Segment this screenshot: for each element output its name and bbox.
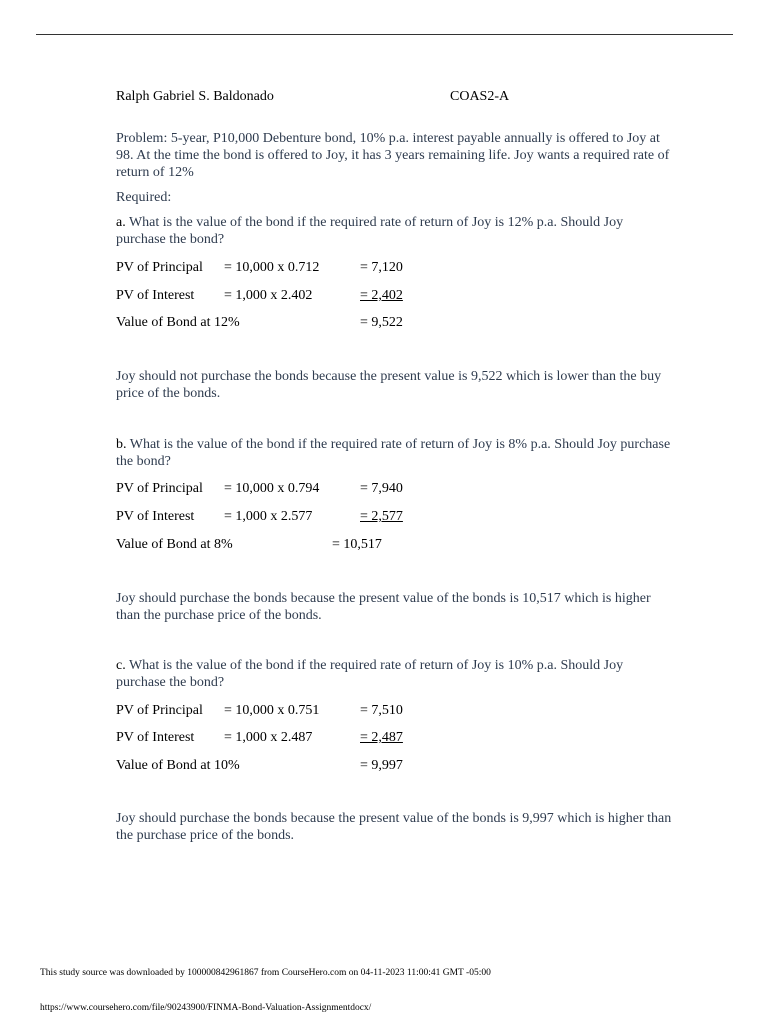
calc-label: PV of Interest [116,288,195,303]
calc-formula: = 1,000 x 2.577 [224,509,313,524]
calc-label: PV of Interest [116,730,195,745]
calc-label: PV of Principal [116,703,203,718]
download-notice: This study source was downloaded by 100000842961867 from CourseHero.com on 04-11-2023 11:00:41 GMT -05:00 [40,968,491,978]
calc-result: = 7,940 [360,481,403,496]
conclusion-b: Joy should purchase the bonds because the present value of the bonds is 10,517 which is higher than the purchase price of the bonds. [116,591,651,623]
calc-result: = 10,517 [332,537,382,552]
question-b [116,436,676,470]
student-section: COAS2-A [450,89,510,104]
question-letter: a. [116,215,126,230]
calc-result: = 7,510 [360,703,403,718]
question-c [116,657,676,691]
calc-result: = 2,402 [360,288,403,303]
question-text: What is the value of the bond if the required rate of return of Joy is 10% p.a. Should Joy purchase the bond? [116,658,624,690]
question-text: What is the value of the bond if the required rate of return of Joy is 12% p.a. Should Joy purchase the bond? [116,215,624,247]
calc-formula: = 10,000 x 0.751 [224,703,320,718]
calc-result: = 2,577 [360,509,403,524]
question-text: What is the value of the bond if the required rate of return of Joy is 8% p.a. Should Joy purchase the bond? [116,437,671,469]
calc-result: = 7,120 [360,260,403,275]
question-letter: b. [116,437,127,452]
calc-label: PV of Principal [116,481,203,496]
calc-label: PV of Principal [116,260,203,275]
calc-label: Value of Bond at 12% [116,315,240,330]
conclusion-c: Joy should purchase the bonds because the present value of the bonds is 9,997 which is higher than the purchase price of the bonds. [116,811,672,843]
calc-result: = 9,997 [360,758,403,773]
required-label: Required: [116,190,172,205]
calc-label: Value of Bond at 8% [116,537,233,552]
conclusion-a: Joy should not purchase the bonds because the present value is 9,522 which is lower than the buy price of the bonds. [116,369,662,401]
question-a [116,214,676,248]
question-letter: c. [116,658,126,673]
problem-statement: Problem: 5-year, P10,000 Debenture bond, 10% p.a. interest payable annually is offered to Joy at 98. At the time the bond is offered to Joy, it has 3 years remaining life. Joy wants a required rate of return of 12% [116,131,670,180]
source-url-link[interactable]: https://www.coursehero.com/file/90243900/FINMA-Bond-Valuation-Assignmentdocx/ [40,1003,372,1013]
calc-formula: = 1,000 x 2.402 [224,288,313,303]
calc-formula: = 10,000 x 0.794 [224,481,320,496]
calc-result: = 2,487 [360,730,403,745]
student-name: Ralph Gabriel S. Baldonado [116,89,274,104]
calc-result: = 9,522 [360,315,403,330]
calc-label: PV of Interest [116,509,195,524]
calc-label: Value of Bond at 10% [116,758,240,773]
calc-formula: = 10,000 x 0.712 [224,260,320,275]
header-rule [36,34,733,35]
calc-formula: = 1,000 x 2.487 [224,730,313,745]
